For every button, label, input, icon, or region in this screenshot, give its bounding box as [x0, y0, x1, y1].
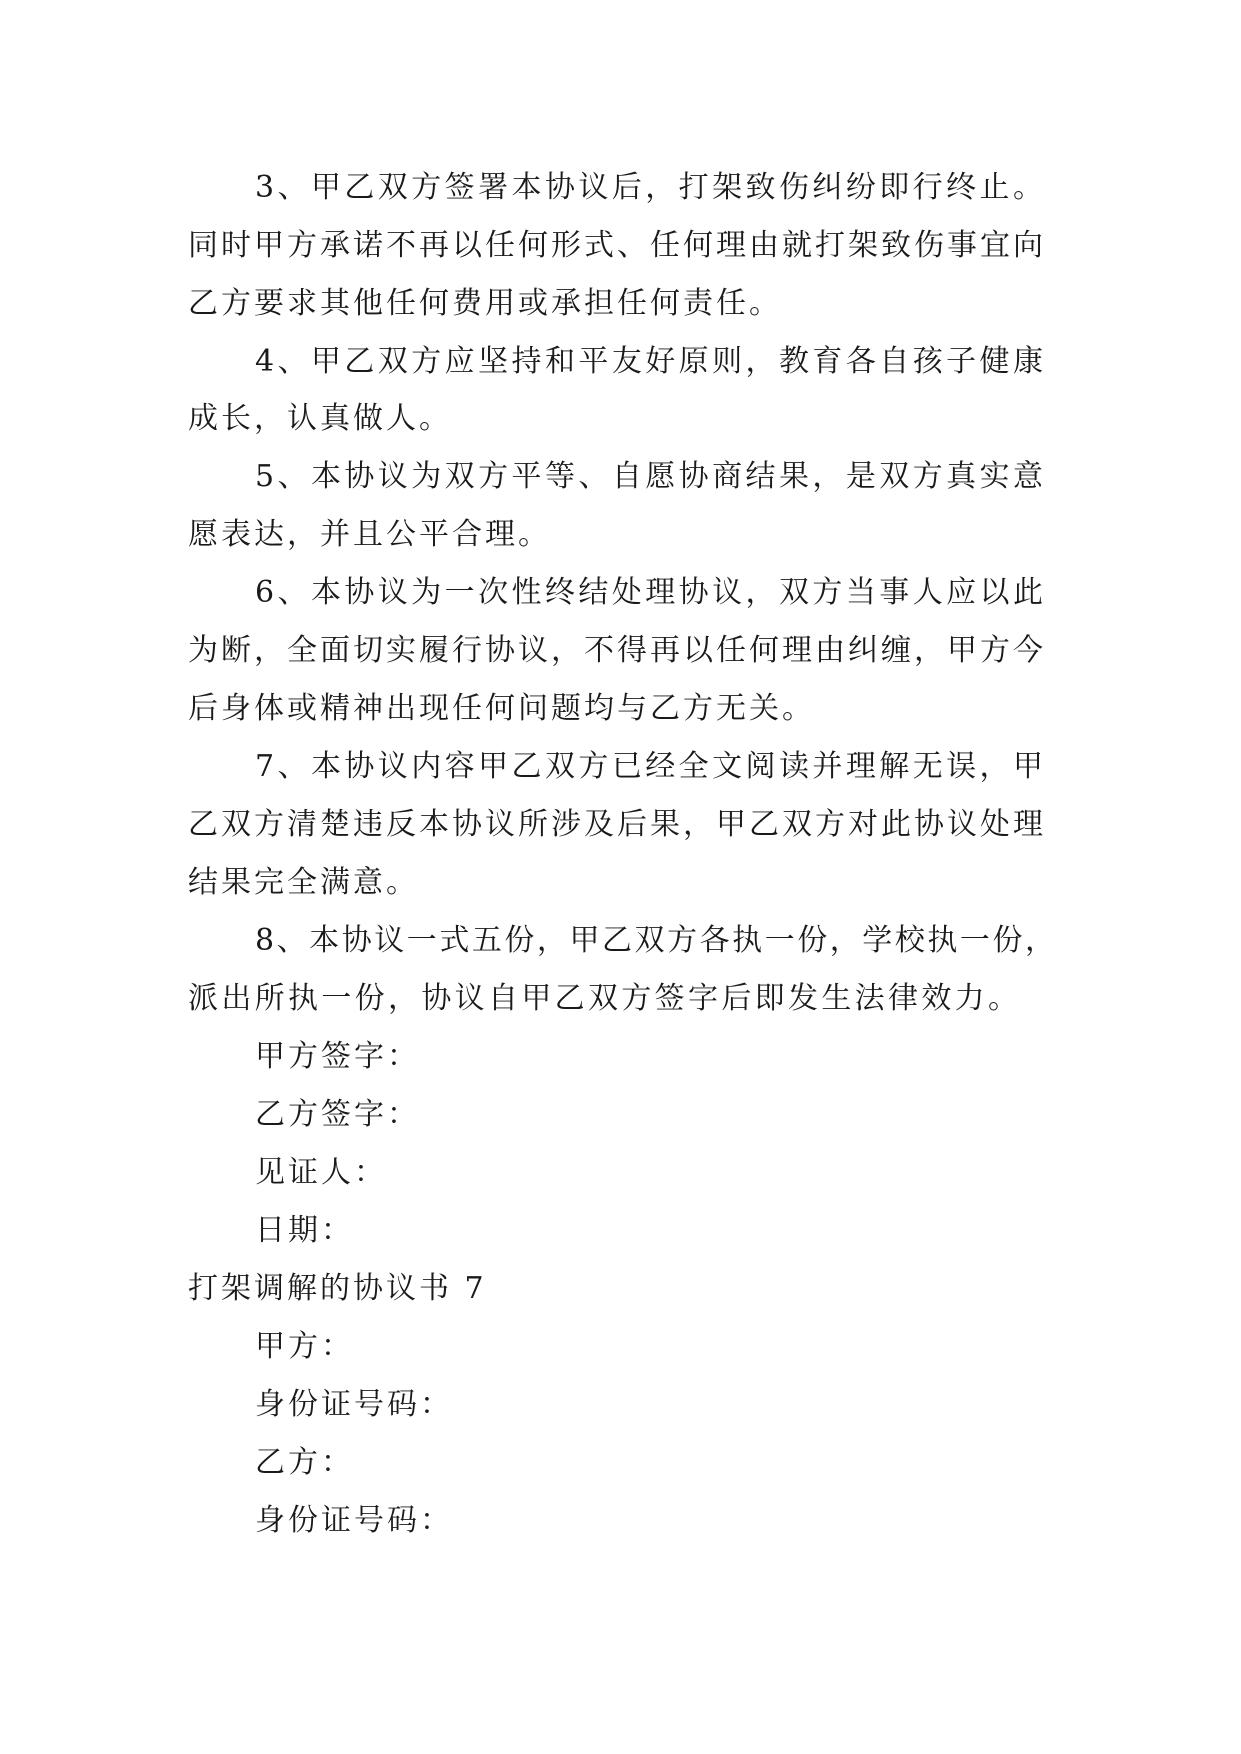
- clause-4-line-1: 4、甲乙双方应坚持和平友好原则，教育各自孩子健康: [255, 344, 1043, 379]
- clause-3-line-3: 乙方要求其他任何费用或承担任何责任。: [188, 286, 782, 321]
- party-b-label: 乙方：: [255, 1445, 354, 1480]
- date-label: 日期：: [255, 1213, 354, 1248]
- witness-label: 见证人：: [255, 1155, 387, 1190]
- clause-7-line-1: 7、本协议内容甲乙双方已经全文阅读并理解无误，甲: [255, 749, 1043, 784]
- clause-6-line-3: 后身体或精神出现任何问题均与乙方无关。: [188, 691, 815, 726]
- clause-7-line-2: 乙双方清楚违反本协议所涉及后果，甲乙双方对此协议处理: [188, 807, 1043, 842]
- clause-3-line-1: 3、甲乙双方签署本协议后，打架致伤纠纷即行终止。: [255, 170, 1043, 205]
- party-a-label: 甲方：: [255, 1329, 354, 1364]
- clause-5-line-1: 5、本协议为双方平等、自愿协商结果，是双方真实意: [255, 459, 1043, 494]
- party-a-id-label: 身份证号码：: [255, 1387, 453, 1422]
- clause-3-line-2: 同时甲方承诺不再以任何形式、任何理由就打架致伤事宜向: [188, 228, 1043, 263]
- agreement-title: 打架调解的协议书 7: [188, 1271, 487, 1306]
- party-a-signature-label: 甲方签字：: [255, 1039, 420, 1074]
- party-b-id-label: 身份证号码：: [255, 1503, 453, 1538]
- clause-4-line-2: 成长，认真做人。: [188, 401, 452, 436]
- clause-6-line-1: 6、本协议为一次性终结处理协议，双方当事人应以此: [255, 575, 1043, 610]
- clause-5-line-2: 愿表达，并且公平合理。: [188, 517, 551, 552]
- clause-8-line-1: 8、本协议一式五份，甲乙双方各执一份，学校执一份，: [255, 923, 1055, 958]
- clause-8-line-2: 派出所执一份，协议自甲乙双方签字后即发生法律效力。: [188, 981, 1018, 1016]
- party-b-signature-label: 乙方签字：: [255, 1097, 420, 1132]
- clause-7-line-3: 结果完全满意。: [188, 865, 419, 900]
- clause-6-line-2: 为断，全面切实履行协议，不得再以任何理由纠缠，甲方今: [188, 633, 1043, 668]
